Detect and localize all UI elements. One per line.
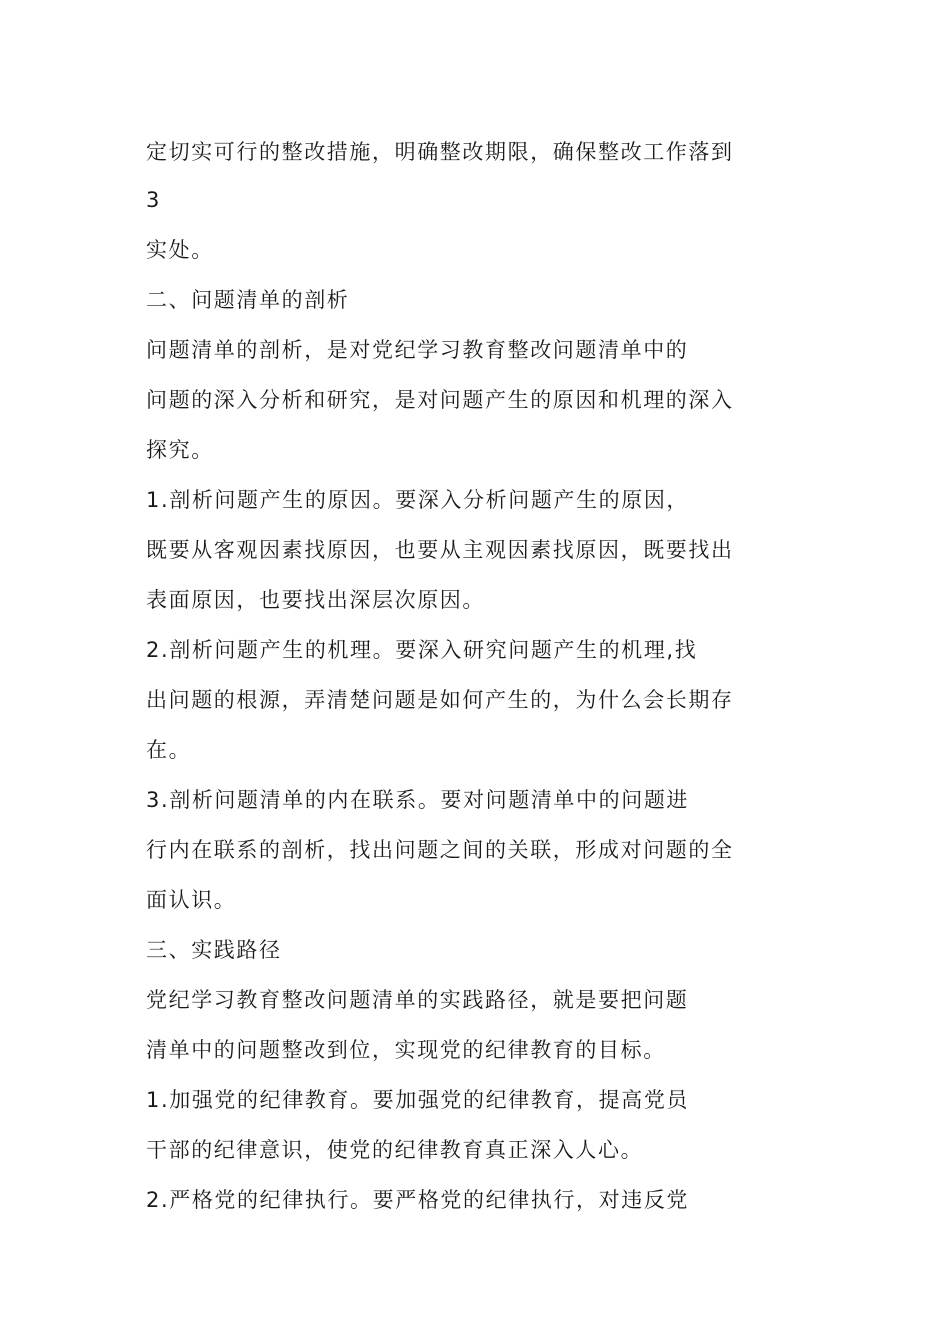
text-line: 面认识。 [146,888,237,912]
text-line: 探究。 [146,438,214,462]
text-line: 表面原因，也要找出深层次原因。 [146,588,485,612]
text-line: 既要从客观因素找原因，也要从主观因素找原因，既要找出 [146,538,734,562]
text-line: 党纪学习教育整改问题清单的实践路径，就是要把问题 [146,988,689,1012]
text-line: 在。 [146,738,192,762]
text-line: 问题清单的剖析，是对党纪学习教育整改问题清单中的 [146,338,689,362]
text-line: 实处。 [146,238,214,262]
text-line: 行内在联系的剖析，找出问题之间的关联，形成对问题的全 [146,838,734,862]
text-line: 2.剖析问题产生的机理。要深入研究问题产生的机理,找 [146,638,698,662]
text-line: 定切实可行的整改措施，明确整改期限，确保整改工作落到 [146,140,734,164]
page-number: 3 [146,188,161,212]
section-heading: 三、实践路径 [146,938,282,962]
text-line: 3.剖析问题清单的内在联系。要对问题清单中的问题进 [146,788,690,812]
section-heading: 二、问题清单的剖析 [146,288,350,312]
text-line: 干部的纪律意识，使党的纪律教育真正深入人心。 [146,1138,644,1162]
text-line: 2.严格党的纪律执行。要严格党的纪律执行，对违反党 [146,1188,690,1212]
text-line: 1.加强党的纪律教育。要加强党的纪律教育，提高党员 [146,1088,690,1112]
text-line: 出问题的根源，弄清楚问题是如何产生的，为什么会长期存 [146,688,734,712]
text-line: 1.剖析问题产生的原因。要深入分析问题产生的原因， [146,488,690,512]
text-line: 清单中的问题整改到位，实现党的纪律教育的目标。 [146,1038,666,1062]
text-line: 问题的深入分析和研究，是对问题产生的原因和机理的深入 [146,388,734,412]
